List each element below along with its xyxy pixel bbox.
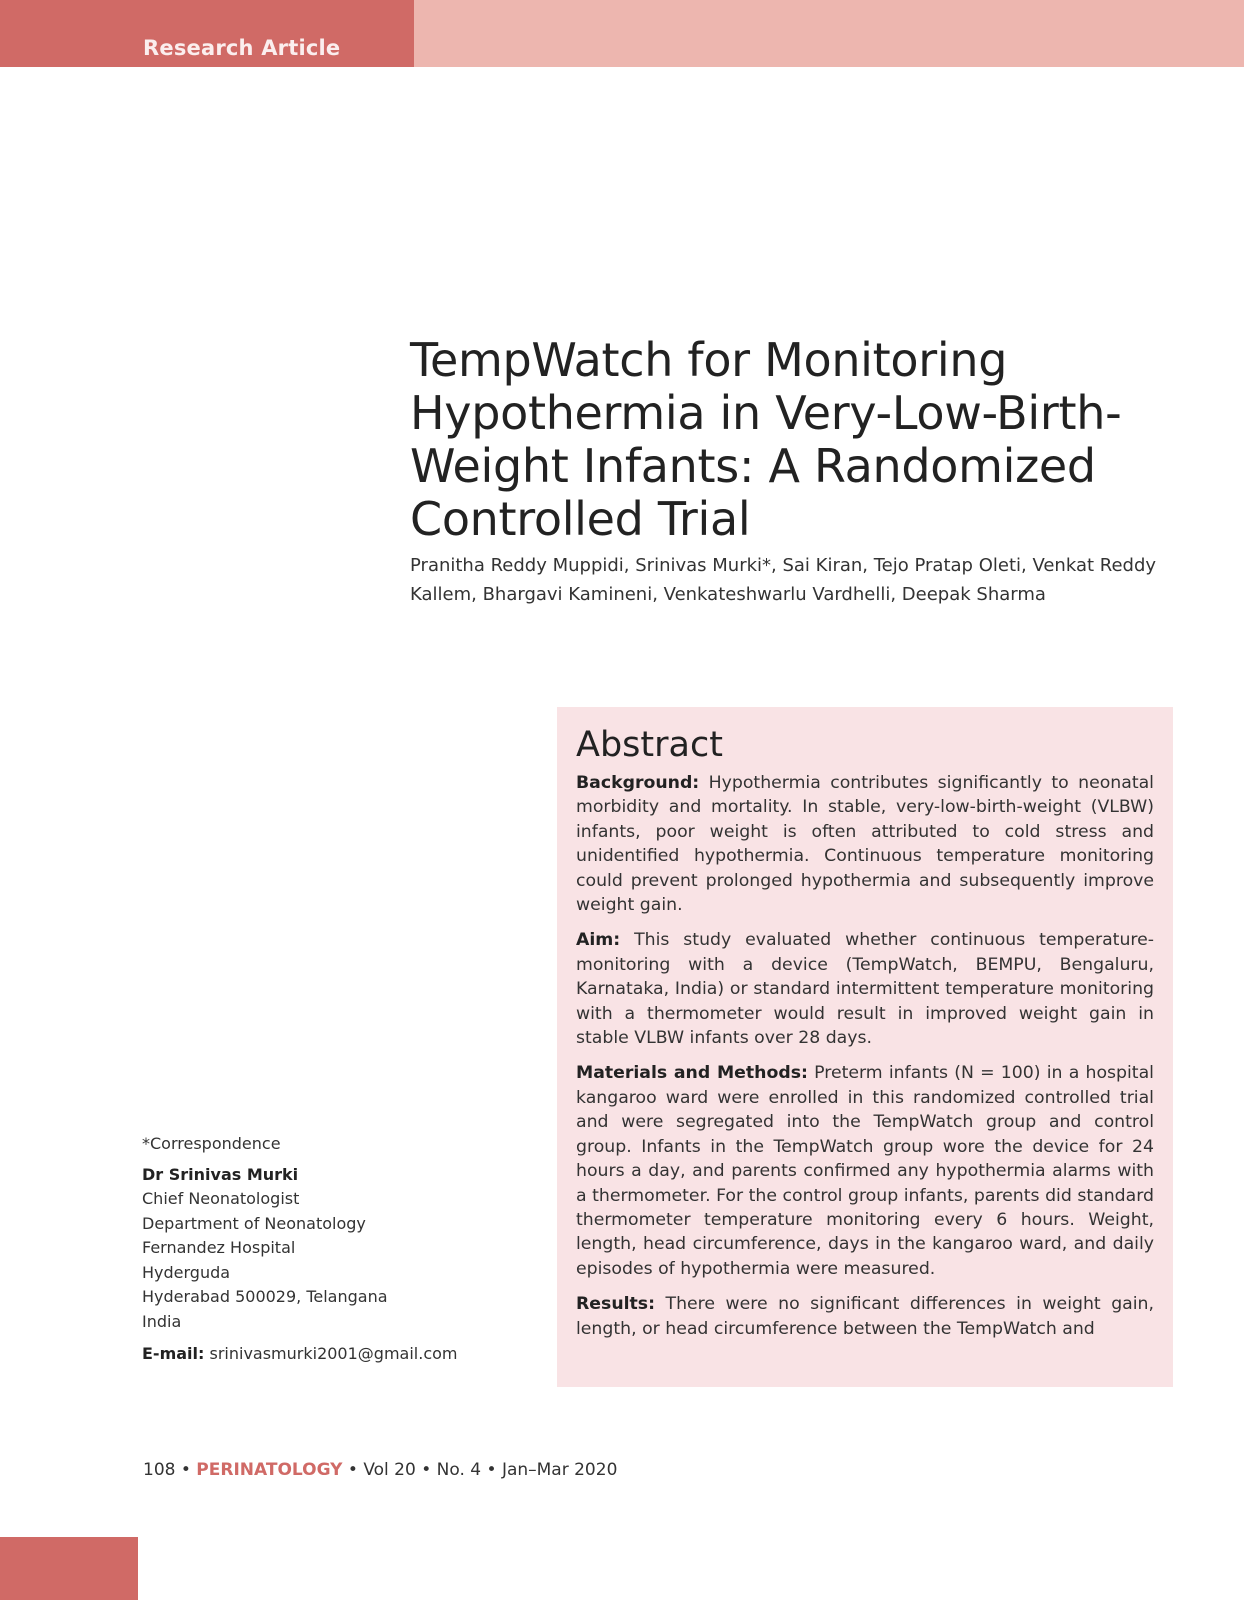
abstract-background — [576, 771, 1154, 917]
page-footer — [143, 1460, 617, 1480]
article-title: TempWatch for Monitoring Hypothermia in Very-Low-Birth-Weight Infants: A Randomized Controlled Trial — [410, 333, 1122, 546]
section-label: Background: — [576, 773, 700, 793]
abstract-heading: Abstract — [576, 725, 723, 765]
journal-name: PERINATOLOGY — [196, 1460, 343, 1480]
correspondence-email-row — [142, 1342, 472, 1367]
address-line: Fernandez Hospital — [142, 1238, 296, 1257]
section-text: Preterm infants (N = 100) in a hospital kangaroo ward were enrolled in this randomized controlled trial and were segregated into the TempWatch group and control group. Infants in the TempWatch group wore the device for 24 hours a day, and parents confirmed any hypothermia alarms with a thermometer. For the control group infants, parents did standard thermometer temperature monitoring every 6 hours. Weight, length, head circumference, days in the kangaroo ward, and daily episodes of hypothermia were measured. — [576, 1063, 1154, 1279]
section-label: Results: — [576, 1294, 655, 1315]
issue-date: Jan–Mar 2020 — [501, 1460, 618, 1480]
email-link[interactable]: srinivasmurki2001@gmail.com — [209, 1344, 458, 1363]
address-line: India — [142, 1311, 182, 1331]
bullet-separator: • — [180, 1460, 191, 1480]
abstract-methods — [576, 1061, 1154, 1281]
section-label: Materials and Methods: — [576, 1063, 808, 1084]
correspondence-name: Dr Srinivas Murki — [142, 1164, 299, 1184]
abstract-results — [576, 1292, 1154, 1341]
email-label: E-mail: — [142, 1344, 205, 1363]
issue: No. 4 — [436, 1460, 482, 1480]
bullet-separator: • — [421, 1460, 432, 1480]
author-list: Pranitha Reddy Muppidi, Srinivas Murki*, Sai Kiran, Tejo Pratap Oleti, Venkat Reddy Kallem, Bhargavi Kamineni, Venkateshwarlu Vardhelli, Deepak Sharma — [410, 555, 1157, 605]
address-line: Chief Neonatologist — [142, 1189, 300, 1208]
section-label: Aim: — [576, 930, 621, 951]
section-text: There were no significant differences in weight gain, length, or head circumference between the TempWatch and — [576, 1294, 1154, 1339]
address-line: Department of Neonatology — [142, 1213, 366, 1233]
volume: Vol 20 — [363, 1460, 416, 1480]
abstract-box — [557, 707, 1173, 1387]
correspondence-block — [142, 1132, 472, 1367]
section-label: Research Article — [143, 36, 341, 60]
abstract-aim — [576, 928, 1154, 1050]
page-number: 108 — [143, 1460, 176, 1480]
header-band-light — [414, 0, 1244, 67]
bullet-separator: • — [486, 1460, 497, 1480]
address-line: Hyderguda — [142, 1262, 231, 1282]
bullet-separator: • — [347, 1460, 358, 1480]
address-line: Hyderabad 500029, Telangana — [142, 1287, 388, 1306]
section-text: This study evaluated whether continuous temperature-monitoring with a device (TempWatch, BEMPU, Bengaluru, Karnataka, India) or standard intermittent temperature monitoring with a thermometer would result in improved weight gain in stable VLBW infants over 28 days. — [576, 930, 1154, 1049]
footer-color-block — [0, 1537, 138, 1600]
correspondence-label: *Correspondence — [142, 1134, 281, 1153]
section-text: Hypothermia contributes significantly to neonatal morbidity and mortality. In stable, very-low-birth-weight (VLBW) infants, poor weight is often attributed to cold stress and unidentified hypothermia. Continuous temperature monitoring could prevent prolonged hypothermia and subsequently improve weight gain. — [576, 773, 1154, 916]
